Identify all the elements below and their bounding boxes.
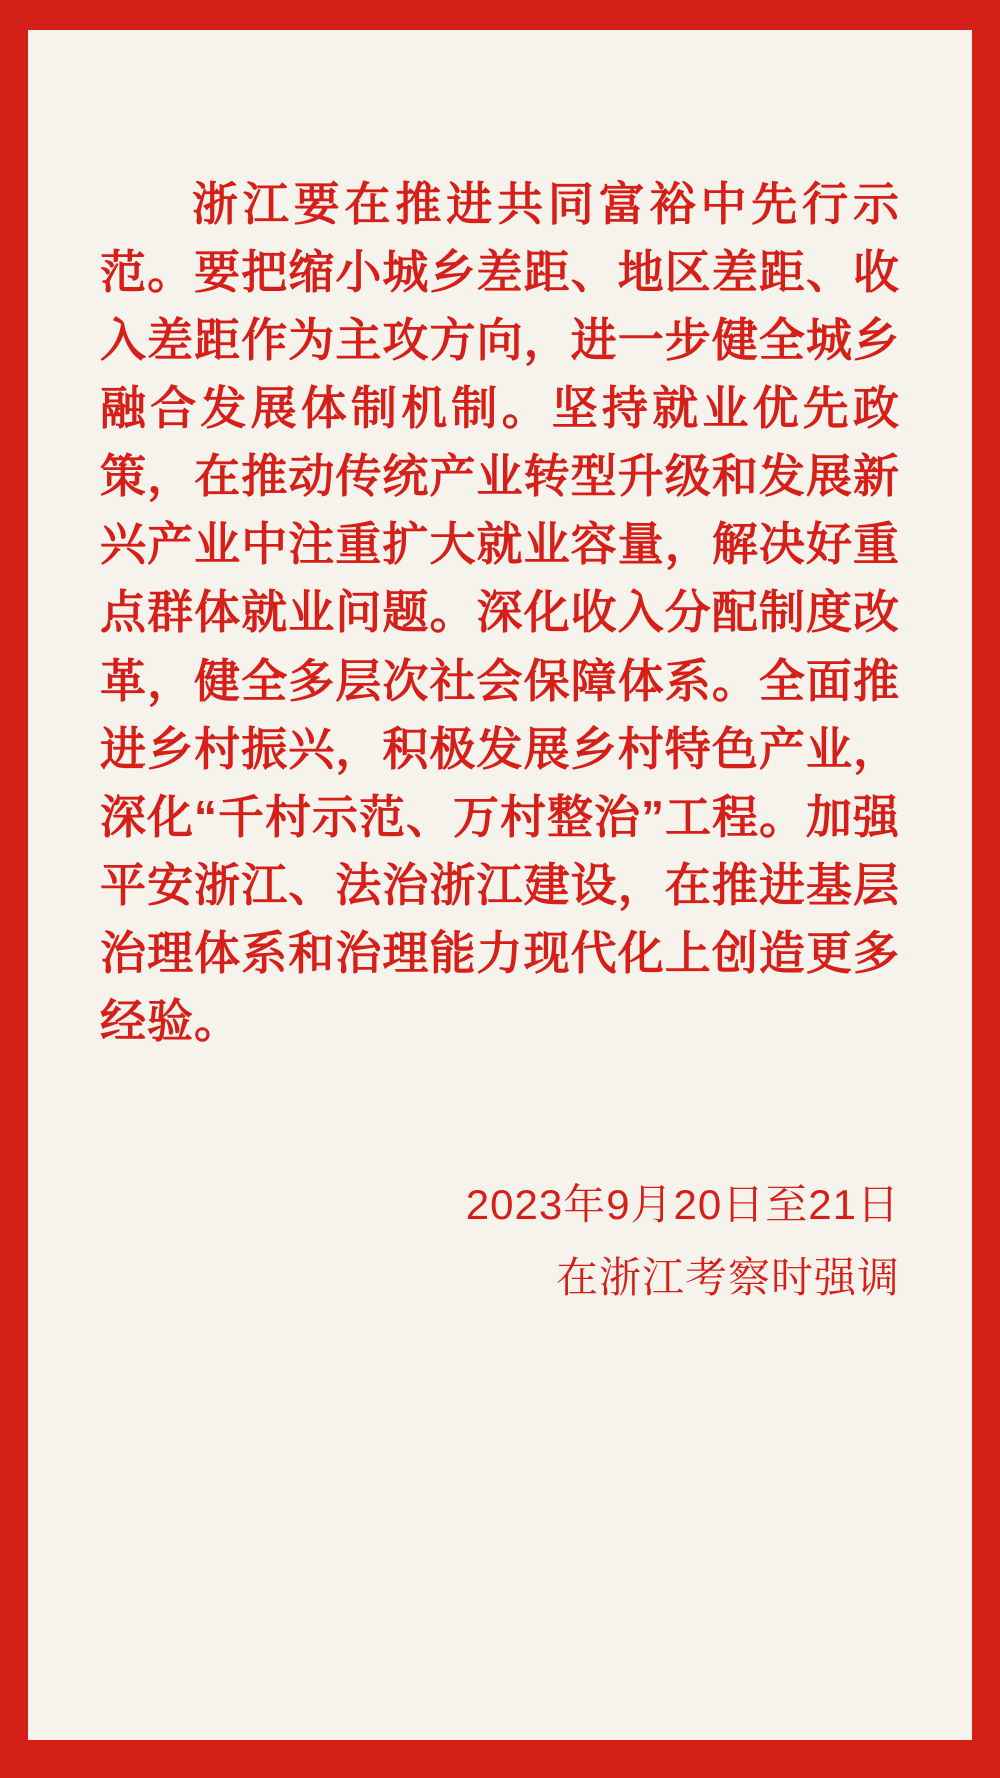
bottom-spacer xyxy=(100,1309,900,1680)
attribution-block xyxy=(100,1173,900,1309)
attribution-occasion: 在浙江考察时强调 xyxy=(555,1254,900,1302)
quote-card xyxy=(28,30,972,1740)
attribution-date: 2023年9月20日至21日 xyxy=(465,1181,900,1229)
quote-text: 浙江要在推进共同富裕中先行示范。要把缩小城乡差距、地区差距、收入差距作为主攻方向，进一步健全城乡融合发展体制机制。坚持就业优先政策，在推动传统产业转型升级和发展新兴产业中注重扩大就业容量，解决好重点群体就业问题。深化收入分配制度改革，健全多层次社会保障体系。全面推进乡村振兴，积极发展乡村特色产业，深化“千村示范、万村整治”工程。加强平安浙江、法治浙江建设，在推进基层治理体系和治理能力现代化上创造更多经验。 xyxy=(100,178,900,1047)
